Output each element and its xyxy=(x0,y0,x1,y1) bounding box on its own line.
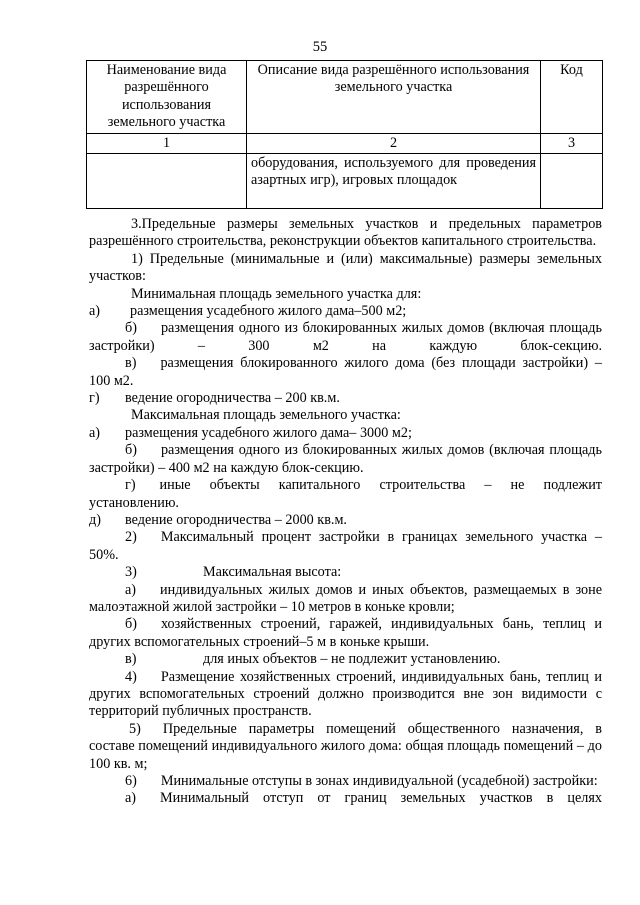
list-marker: 3) xyxy=(125,564,137,581)
land-use-table xyxy=(86,60,603,209)
paragraph-limits-intro: 3.Предельные размеры земельных участков и предельных параметров разрешённого строительства, реконструкции объектов капитального строительства. xyxy=(89,216,602,250)
list-marker: 5) xyxy=(129,720,141,737)
list-text: для иных объектов – не подлежит установлению. xyxy=(203,651,501,668)
list-text: ведение огородничества – 200 кв.м. xyxy=(125,390,340,407)
list-item xyxy=(89,477,602,512)
list-item xyxy=(89,425,602,442)
row-description: оборудования, используемого для проведения азартных игр), игровых площадок xyxy=(247,154,541,209)
list-marker: д) xyxy=(89,511,101,528)
col-number-3: 3 xyxy=(541,133,603,153)
item-public-premises xyxy=(89,721,602,773)
header-description: Описание вида разрешённого использования земельного участка xyxy=(247,61,541,134)
list-marker: 6) xyxy=(125,773,137,789)
item-auxiliary-buildings xyxy=(89,669,602,721)
col-number-1: 1 xyxy=(87,133,247,153)
list-item xyxy=(89,582,602,617)
list-marker: в) xyxy=(125,651,137,668)
list-item xyxy=(89,616,602,651)
list-marker: а) xyxy=(125,581,137,598)
list-text: индивидуальных жилых домов и иных объектов, размещаемых в зоне малоэтажной жилой застройки – 10 метров в коньке кровли; xyxy=(89,581,602,615)
list-text: размещения блокированного жилого дома (без площади застройки) – 100 м2. xyxy=(89,355,602,389)
table-row xyxy=(87,154,603,209)
col-number-2: 2 xyxy=(247,133,541,153)
header-name: Наименование вида разрешённого использования земельного участка xyxy=(87,61,247,134)
list-text: Минимальные отступы в зонах индивидуальной (усадебной) застройки: xyxy=(160,773,598,789)
list-text: Предельные параметры помещений общественного назначения, в составе помещений индивидуального жилого дома: общая площадь помещений – до 100 кв. м; xyxy=(89,720,602,772)
list-item xyxy=(89,651,602,668)
item-min-setback-a xyxy=(89,790,602,807)
list-text: размещения одного из блокированных жилых домов (включая площадь застройки) – 400 м2 на каждую блок-секцию. xyxy=(89,442,602,476)
list-marker: г) xyxy=(125,477,136,494)
list-text: ведение огородничества – 2000 кв.м. xyxy=(125,511,347,528)
header-code: Код xyxy=(541,61,603,134)
list-marker: 4) xyxy=(125,668,137,685)
list-item xyxy=(89,320,602,355)
table-header-row xyxy=(87,61,603,134)
document-body xyxy=(89,216,602,808)
list-marker: а) xyxy=(89,303,101,320)
list-item xyxy=(89,355,602,390)
list-text: Размещение хозяйственных строений, индивидуальных бань, теплиц и других вспомогательных строений должно производится вне зон видимости с территорий публичных пространств. xyxy=(89,668,602,720)
list-item xyxy=(89,442,602,477)
list-marker: 2) xyxy=(125,529,137,546)
table-number-row xyxy=(87,133,603,153)
list-text: размещения одного из блокированных жилых домов (включая площадь застройки) – 300 м2 на каждую блок-секцию. xyxy=(89,320,602,354)
list-text: размещения усадебного жилого дама– 3000 м2; xyxy=(125,424,412,441)
paragraph-limit-sizes: 1) Предельные (минимальные и (или) максимальные) размеры земельных участков: xyxy=(89,250,602,285)
list-marker: г) xyxy=(89,390,100,407)
list-text: Максимальный процент застройки в границах земельного участка – 50%. xyxy=(89,529,602,563)
max-area-title: Максимальная площадь земельного участка: xyxy=(131,407,401,424)
list-marker: в) xyxy=(125,355,137,372)
list-text: Минимальный отступ от границ земельных участков в целях xyxy=(160,790,602,807)
item-max-percent xyxy=(89,529,602,564)
list-marker: а) xyxy=(125,790,137,807)
row-name xyxy=(87,154,247,209)
min-area-title: Минимальная площадь земельного участка для: xyxy=(131,285,422,302)
list-text: хозяйственных строений, гаражей, индивидуальных бань, теплиц и других вспомогательных строений–5 м в коньке крыши. xyxy=(89,616,602,650)
list-marker: б) xyxy=(125,320,137,337)
list-marker: б) xyxy=(125,442,137,459)
list-item xyxy=(89,512,602,529)
list-marker: б) xyxy=(125,616,137,633)
page-number: 55 xyxy=(312,39,328,55)
item-max-height xyxy=(89,564,602,581)
list-item xyxy=(89,390,602,407)
item-min-setbacks xyxy=(89,773,602,790)
list-text: Максимальная высота: xyxy=(203,564,342,581)
list-text: размещения усадебного жилого дама–500 м2; xyxy=(130,303,407,320)
list-marker: а) xyxy=(89,424,101,441)
list-text: иные объекты капитального строительства – не подлежит установлению. xyxy=(89,477,602,511)
row-code xyxy=(541,154,603,209)
list-item xyxy=(89,303,602,320)
